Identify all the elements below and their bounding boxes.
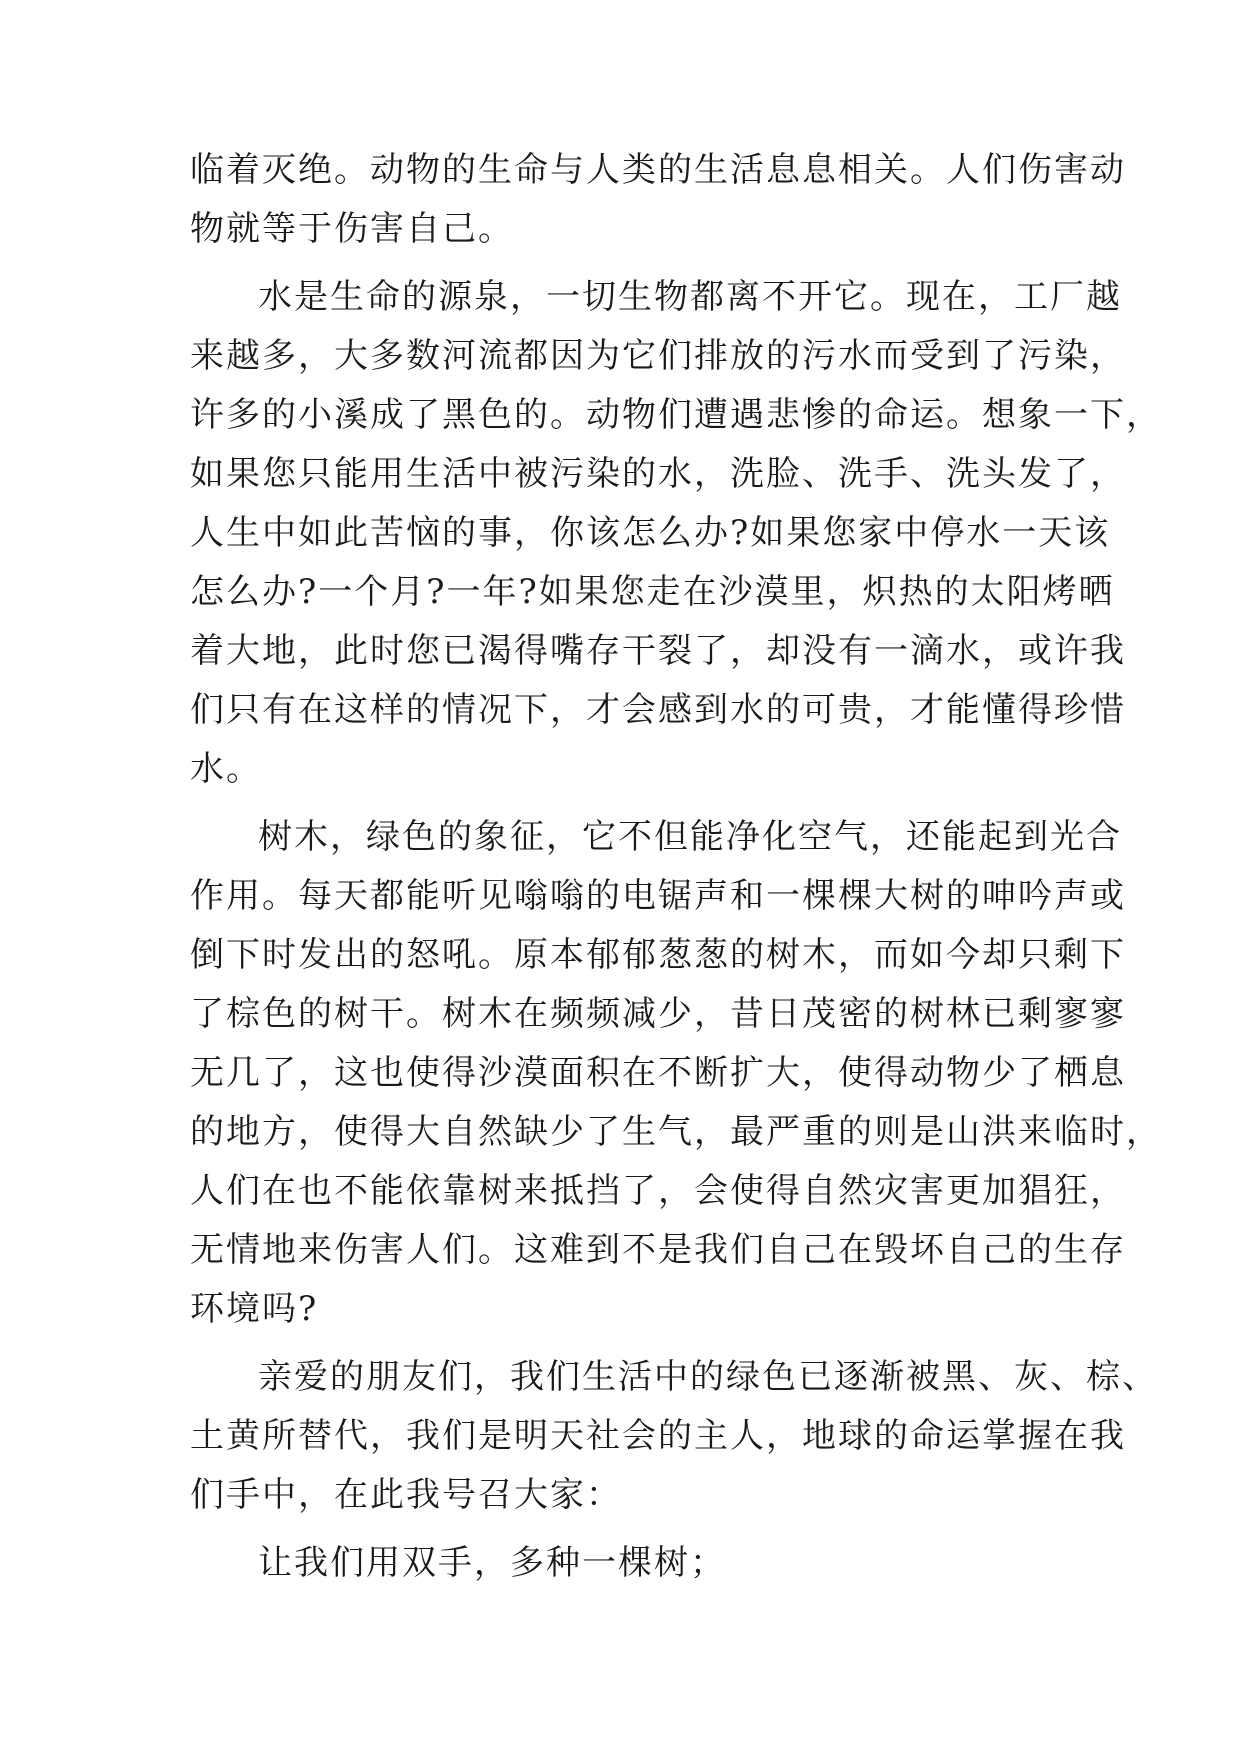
- text-line: 土黄所替代，我们是明天社会的主人，地球的命运掌握在我: [190, 1416, 1126, 1456]
- text-line: 临着灭绝。动物的生命与人类的生活息息相关。人们伤害动: [190, 150, 1126, 190]
- paragraph-first-line: 水是生命的源泉，一切生物都离不开它。现在，工厂越: [258, 277, 1122, 317]
- text-line: 的地方，使得大自然缺少了生气，最严重的则是山洪来临时，: [190, 1112, 1162, 1152]
- text-line: 无情地来伤害人们。这难到不是我们自己在毁坏自己的生存: [190, 1230, 1126, 1270]
- text-line: 环境吗?: [190, 1289, 319, 1329]
- text-line: 物就等于伤害自己。: [190, 209, 514, 249]
- text-line: 如果您只能用生活中被污染的水，洗脸、洗手、洗头发了，: [190, 454, 1126, 494]
- text-line: 倒下时发出的怒吼。原本郁郁葱葱的树木，而如今却只剩下: [190, 935, 1126, 975]
- text-line: 作用。每天都能听见嗡嗡的电锯声和一棵棵大树的呻吟声或: [190, 876, 1126, 916]
- paragraph-first-line: 亲爱的朋友们，我们生活中的绿色已逐渐被黑、灰、棕、: [258, 1357, 1158, 1397]
- text-line: 了棕色的树干。树木在频频减少，昔日茂密的树林已剩寥寥: [190, 994, 1126, 1034]
- text-line: 怎么办?一个月?一年?如果您走在沙漠里，炽热的太阳烤晒: [190, 572, 1115, 612]
- text-line: 人生中如此苦恼的事，你该怎么办?如果您家中停水一天该: [190, 513, 1111, 553]
- text-line: 们手中，在此我号召大家：: [190, 1475, 622, 1515]
- text-line: 许多的小溪成了黑色的。动物们遭遇悲惨的命运。想象一下，: [190, 395, 1162, 435]
- text-line: 人们在也不能依靠树来抵挡了，会使得自然灾害更加猖狂，: [190, 1171, 1126, 1211]
- paragraph-first-line: 让我们用双手，多种一棵树；: [258, 1543, 726, 1583]
- text-line: 无几了，这也使得沙漠面积在不断扩大，使得动物少了栖息: [190, 1053, 1126, 1093]
- text-line: 水。: [190, 749, 262, 789]
- paragraph-first-line: 树木，绿色的象征，它不但能净化空气，还能起到光合: [258, 817, 1122, 857]
- text-line: 们只有在这样的情况下，才会感到水的可贵，才能懂得珍惜: [190, 690, 1126, 730]
- text-line: 着大地，此时您已渴得嘴存干裂了，却没有一滴水，或许我: [190, 631, 1126, 671]
- text-line: 来越多，大多数河流都因为它们排放的污水而受到了污染，: [190, 336, 1126, 376]
